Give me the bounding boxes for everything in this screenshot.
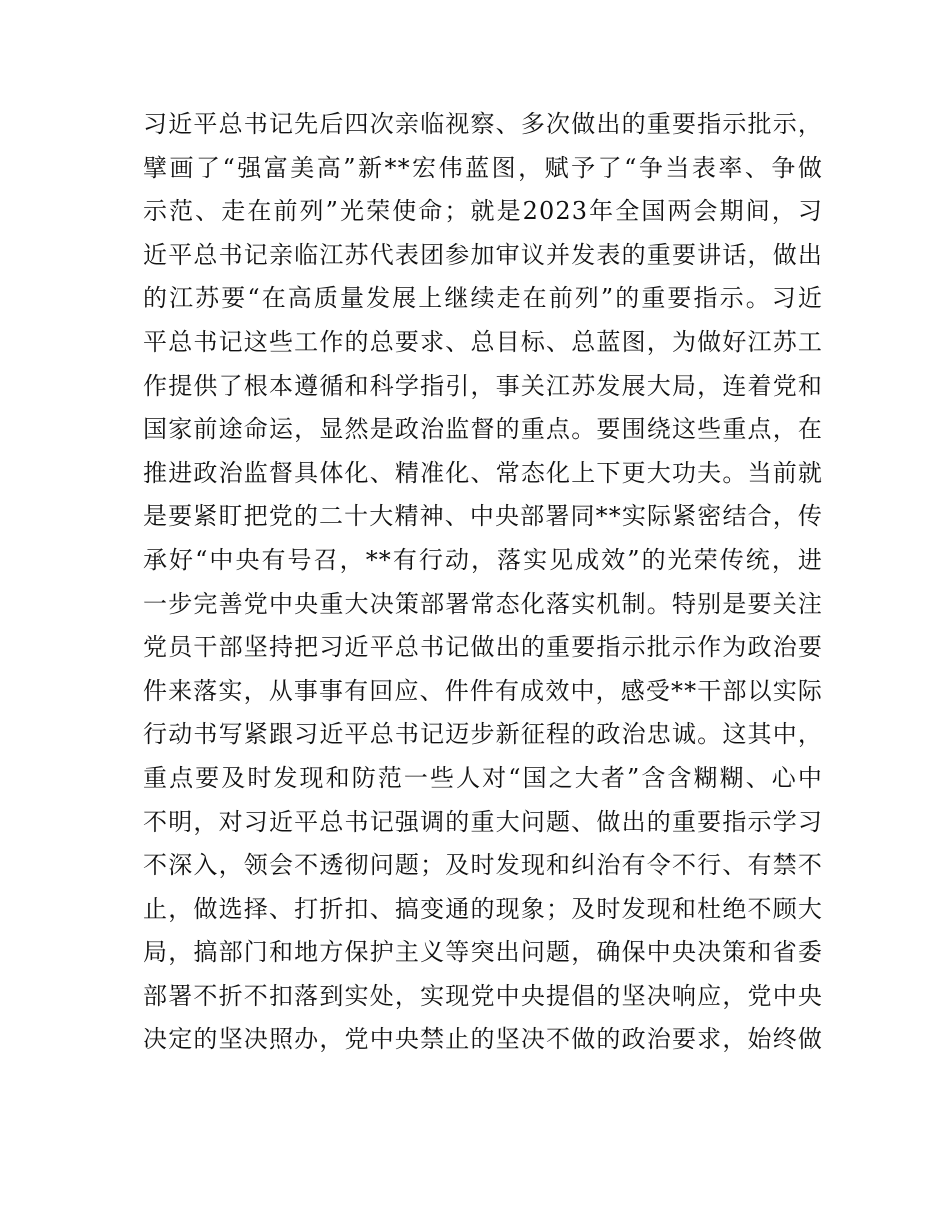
text-line-13: 党员干部坚持把习近平总书记做出的重要指示批示作为政治要 bbox=[143, 633, 823, 662]
text-line-19: 止，做选择、打折扣、搞变通的现象；及时发现和杜绝不顾大 bbox=[143, 894, 823, 923]
text-line-14: 件来落实，从事事有回应、件件有成效中，感受**干部以实际 bbox=[143, 676, 823, 705]
text-line-11: 承好“中央有号召，**有行动，落实见成效”的光荣传统，进 bbox=[143, 545, 823, 574]
text-line-8: 国家前途命运，显然是政治监督的重点。要围绕这些重点，在 bbox=[143, 415, 823, 444]
text-line-2: 擘画了“强富美高”新**宏伟蓝图，赋予了“争当表率、争做 bbox=[143, 153, 823, 182]
text-line-1: 习近平总书记先后四次亲临视察、多次做出的重要指示批示， bbox=[143, 110, 823, 138]
text-line-21: 部署不折不扣落到实处，实现党中央提倡的坚决响应，党中央 bbox=[143, 981, 823, 1010]
text-line-7: 作提供了根本遵循和科学指引，事关江苏发展大局，连着党和 bbox=[143, 371, 823, 400]
text-line-9: 推进政治监督具体化、精准化、常态化上下更大功夫。当前就 bbox=[143, 458, 823, 487]
text-line-10: 是要紧盯把党的二十大精神、中央部署同**实际紧密结合，传 bbox=[143, 502, 823, 531]
text-line-16: 重点要及时发现和防范一些人对“国之大者”含含糊糊、心中 bbox=[143, 763, 823, 792]
text-line-22: 决定的坚决照办，党中央禁止的坚决不做的政治要求，始终做 bbox=[143, 1025, 823, 1054]
text-line-6: 平总书记这些工作的总要求、总目标、总蓝图，为做好江苏工 bbox=[143, 327, 823, 356]
text-line-18: 不深入，领会不透彻问题；及时发现和纠治有令不行、有禁不 bbox=[143, 851, 823, 880]
text-line-5: 的江苏要“在高质量发展上继续走在前列”的重要指示。习近 bbox=[143, 284, 823, 313]
text-line-15: 行动书写紧跟习近平总书记迈步新征程的政治忠诚。这其中， bbox=[143, 720, 823, 749]
text-line-12: 一步完善党中央重大决策部署常态化落实机制。特别是要关注 bbox=[143, 589, 823, 618]
body-text bbox=[143, 103, 823, 1062]
text-line-20: 局，搞部门和地方保护主义等突出问题，确保中央决策和省委 bbox=[143, 938, 823, 967]
text-line-3: 示范、走在前列”光荣使命；就是2023年全国两会期间，习 bbox=[143, 197, 823, 226]
text-line-17: 不明，对习近平总书记强调的重大问题、做出的重要指示学习 bbox=[143, 807, 823, 836]
text-line-4: 近平总书记亲临江苏代表团参加审议并发表的重要讲话，做出 bbox=[143, 240, 823, 269]
